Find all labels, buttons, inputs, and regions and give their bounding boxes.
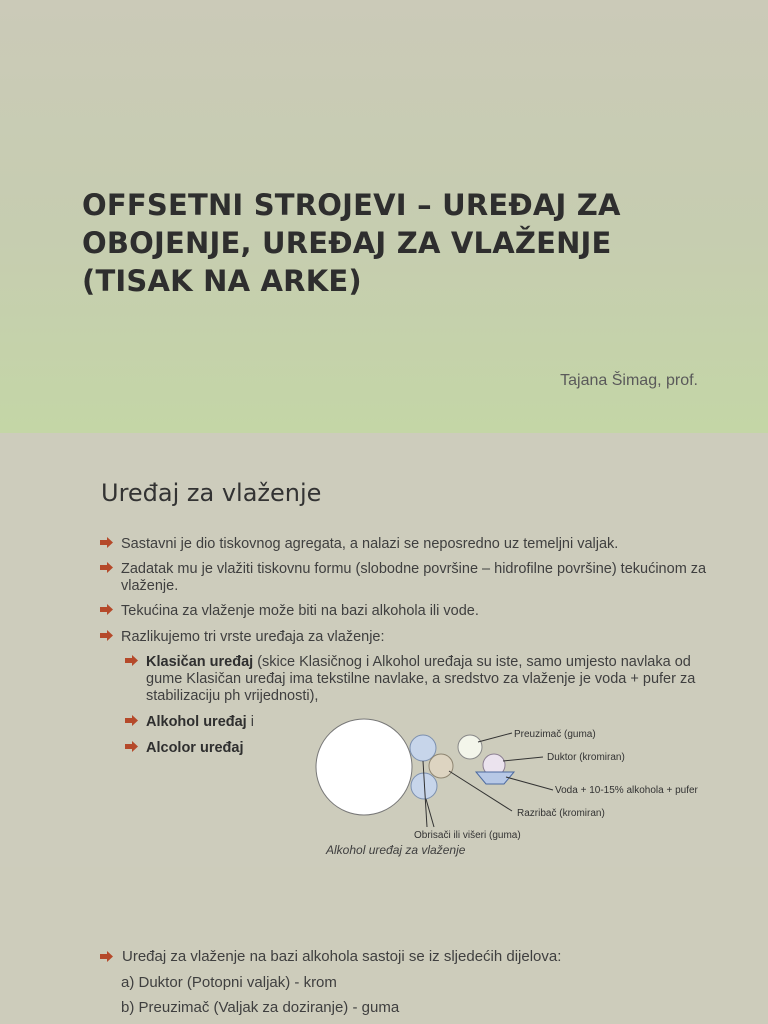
bullet-item: Tekućina za vlaženje može biti na bazi alkohola ili vode.: [121, 603, 741, 620]
sub-bullet-item: Klasičan uređaj (skice Klasičnog i Alkohol uređaja su iste, samo umjesto navlaka od gume Klasičan uređaj ima tekstilne navlake, a sredstvo za vlaženje je voda + pufer za stabilizaciju ph vrijednosti),: [146, 654, 726, 705]
label-voda: Voda + 10-15% alkohola + pufer: [555, 785, 698, 796]
label-razribac: Razribač (kromiran): [517, 808, 605, 819]
content-slide-parts: [0, 867, 768, 1024]
label-preuzimac: Preuzimač (guma): [514, 729, 596, 740]
bullet-item: Uređaj za vlaženje na bazi alkohola sastoji se iz sljedećih dijelova:: [122, 948, 561, 966]
slide-heading: Uređaj za vlaženje: [101, 479, 322, 507]
list-item: b) Preuzimač (Valjak za doziranje) - guma: [121, 999, 400, 1016]
sub-bullet-item: Alkohol uređaj i: [146, 714, 306, 731]
bullet-item: Sastavni je dio tiskovnog agregata, a nalazi se neposredno uz temeljni valjak.: [121, 536, 741, 553]
bullet-item: Zadatak mu je vlažiti tiskovnu formu (slobodne površine – hidrofilne površine) tekućinom za vlaženje.: [121, 561, 721, 595]
list-item: a) Duktor (Potopni valjak) - krom: [121, 974, 337, 991]
title-line: (TISAK NA ARKE): [82, 264, 362, 298]
sub-bullet-item: Alcolor uređaj: [146, 740, 306, 757]
wiper-roller-top: [410, 735, 436, 761]
title-slide: [0, 0, 768, 433]
diagram-caption: Alkohol uređaj za vlaženje: [326, 843, 466, 857]
distributor-roller: [429, 754, 453, 778]
metering-roller: [458, 735, 482, 759]
bullet-arrow-icon: [100, 951, 113, 962]
presentation-title: [82, 186, 702, 300]
dampening-unit-diagram: [0, 433, 768, 867]
content-slide-dampening: [0, 433, 768, 867]
bullet-item: Razlikujemo tri vrste uređaja za vlaženje:: [121, 629, 741, 646]
author-name: Tajana Šimag, prof.: [560, 372, 698, 389]
title-line: OBOJENJE, UREĐAJ ZA VLAŽENJE: [82, 226, 612, 260]
plate-cylinder: [316, 719, 412, 815]
label-obrisaci: Obrisači ili višeri (guma): [414, 830, 521, 841]
title-line: OFFSETNI STROJEVI – UREĐAJ ZA: [82, 188, 621, 222]
label-duktor: Duktor (kromiran): [547, 752, 625, 763]
